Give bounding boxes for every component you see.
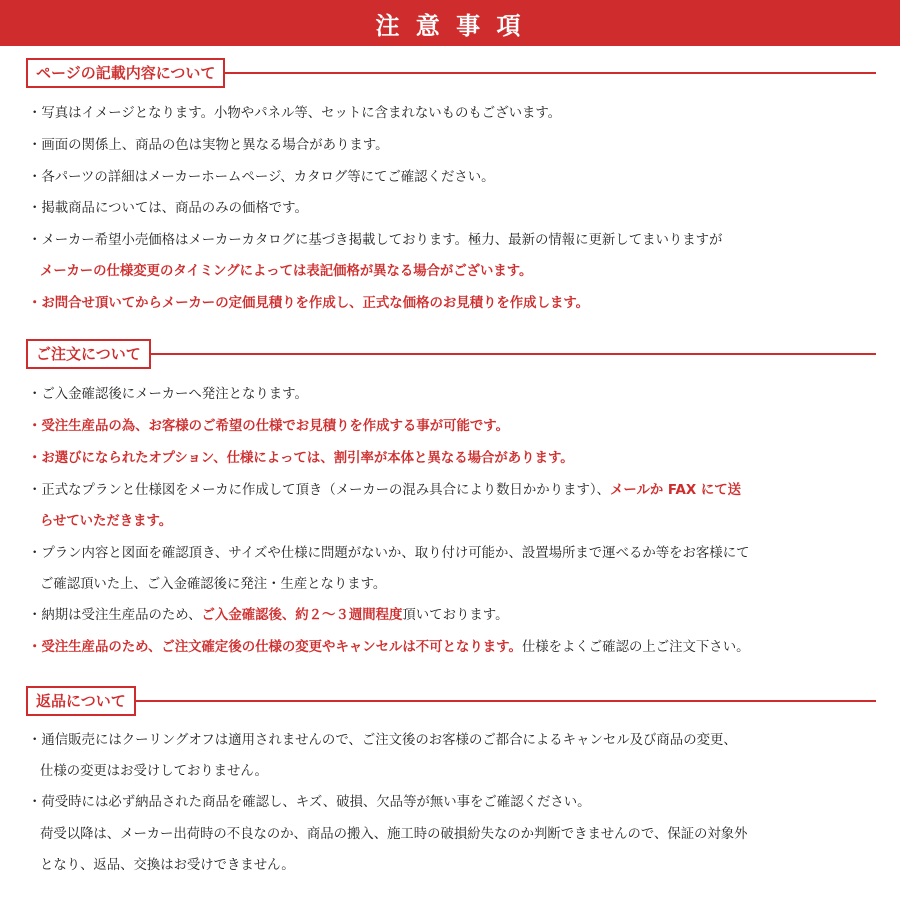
list-item: 荷受以降は、メーカー出荷時の不良なのか、商品の搬入、施工時の破損紛失なのか判断できませんので、保証の対象外 <box>40 827 748 842</box>
list-item: ・掲載商品については、商品のみの価格です。 <box>28 201 308 216</box>
list-item <box>28 638 878 658</box>
section-heading-page-info <box>26 58 876 88</box>
notice-highlight: らせていただきます。 <box>40 514 173 529</box>
list-item-text: ・納期は受注生産品のため、 <box>28 608 202 623</box>
list-item <box>28 606 878 626</box>
page-title: 注 意 事 項 <box>375 11 525 40</box>
section-heading-returns <box>26 686 876 716</box>
list-item-text: 仕様をよくご確認の上ご注文下さい。 <box>521 640 750 655</box>
notice-highlight: ・受注生産品の為、お客様のご希望の仕様でお見積りを作成する事が可能です。 <box>28 419 509 434</box>
section-heading-label: ページの記載内容について <box>26 58 225 88</box>
list-item: ・メーカー希望小売価格はメーカーカタログに基づき掲載しております。極力、最新の情報に更新してまいりますが <box>28 233 723 248</box>
notice-highlight: ・お問合せ頂いてからメーカーの定価見積りを作成し、正式な価格のお見積りを作成します。 <box>28 296 590 311</box>
section-divider <box>151 353 876 355</box>
list-item: ・プラン内容と図面を確認頂き、サイズや仕様に問題がないか、取り付け可能か、設置場所まで運べるか等をお客様にて <box>28 546 750 561</box>
notice-highlight: ご入金確認後、約２～３週間程度 <box>201 608 403 623</box>
list-item: ・通信販売にはクーリングオフは適用されませんので、ご注文後のお客様のご都合によるキャンセル及び商品の変更、 <box>28 733 737 748</box>
notice-highlight: ・お選びになられたオプション、仕様によっては、割引率が本体と異なる場合があります。 <box>28 451 574 466</box>
list-item: となり、返品、交換はお受けできません。 <box>40 858 295 873</box>
list-item-text: 頂いております。 <box>402 608 509 623</box>
list-item: ご確認頂いた上、ご入金確認後に発注・生産となります。 <box>40 577 387 592</box>
list-item: ・画面の関係上、商品の色は実物と異なる場合があります。 <box>28 138 389 153</box>
section-heading-label: 返品について <box>26 686 136 716</box>
notice-highlight: メールか FAX にて送 <box>609 483 742 498</box>
page-banner <box>0 0 900 46</box>
list-item: ・各パーツの詳細はメーカーホームページ、カタログ等にてご確認ください。 <box>28 170 495 185</box>
list-item <box>28 481 878 501</box>
section-divider <box>225 72 876 74</box>
section-divider <box>136 700 876 702</box>
list-item: ・写真はイメージとなります。小物やパネル等、セットに含まれないものもございます。 <box>28 106 562 121</box>
section-heading-order <box>26 339 876 369</box>
notice-highlight: ・受注生産品のため、ご注文確定後の仕様の変更やキャンセルは不可となります。 <box>28 640 522 655</box>
list-item: 仕様の変更はお受けしておりません。 <box>40 764 268 779</box>
section-heading-label: ご注文について <box>26 339 151 369</box>
list-item: ・ご入金確認後にメーカーへ発注となります。 <box>28 387 308 402</box>
list-item-text: ・正式なプランと仕様図をメーカに作成して頂き（メーカーの混み具合により数日かかります）、 <box>28 483 610 498</box>
notice-highlight: メーカーの仕様変更のタイミングによっては表記価格が異なる場合がございます。 <box>40 264 533 279</box>
list-item: ・荷受時には必ず納品された商品を確認し、キズ、破損、欠品等が無い事をご確認ください。 <box>28 795 591 810</box>
